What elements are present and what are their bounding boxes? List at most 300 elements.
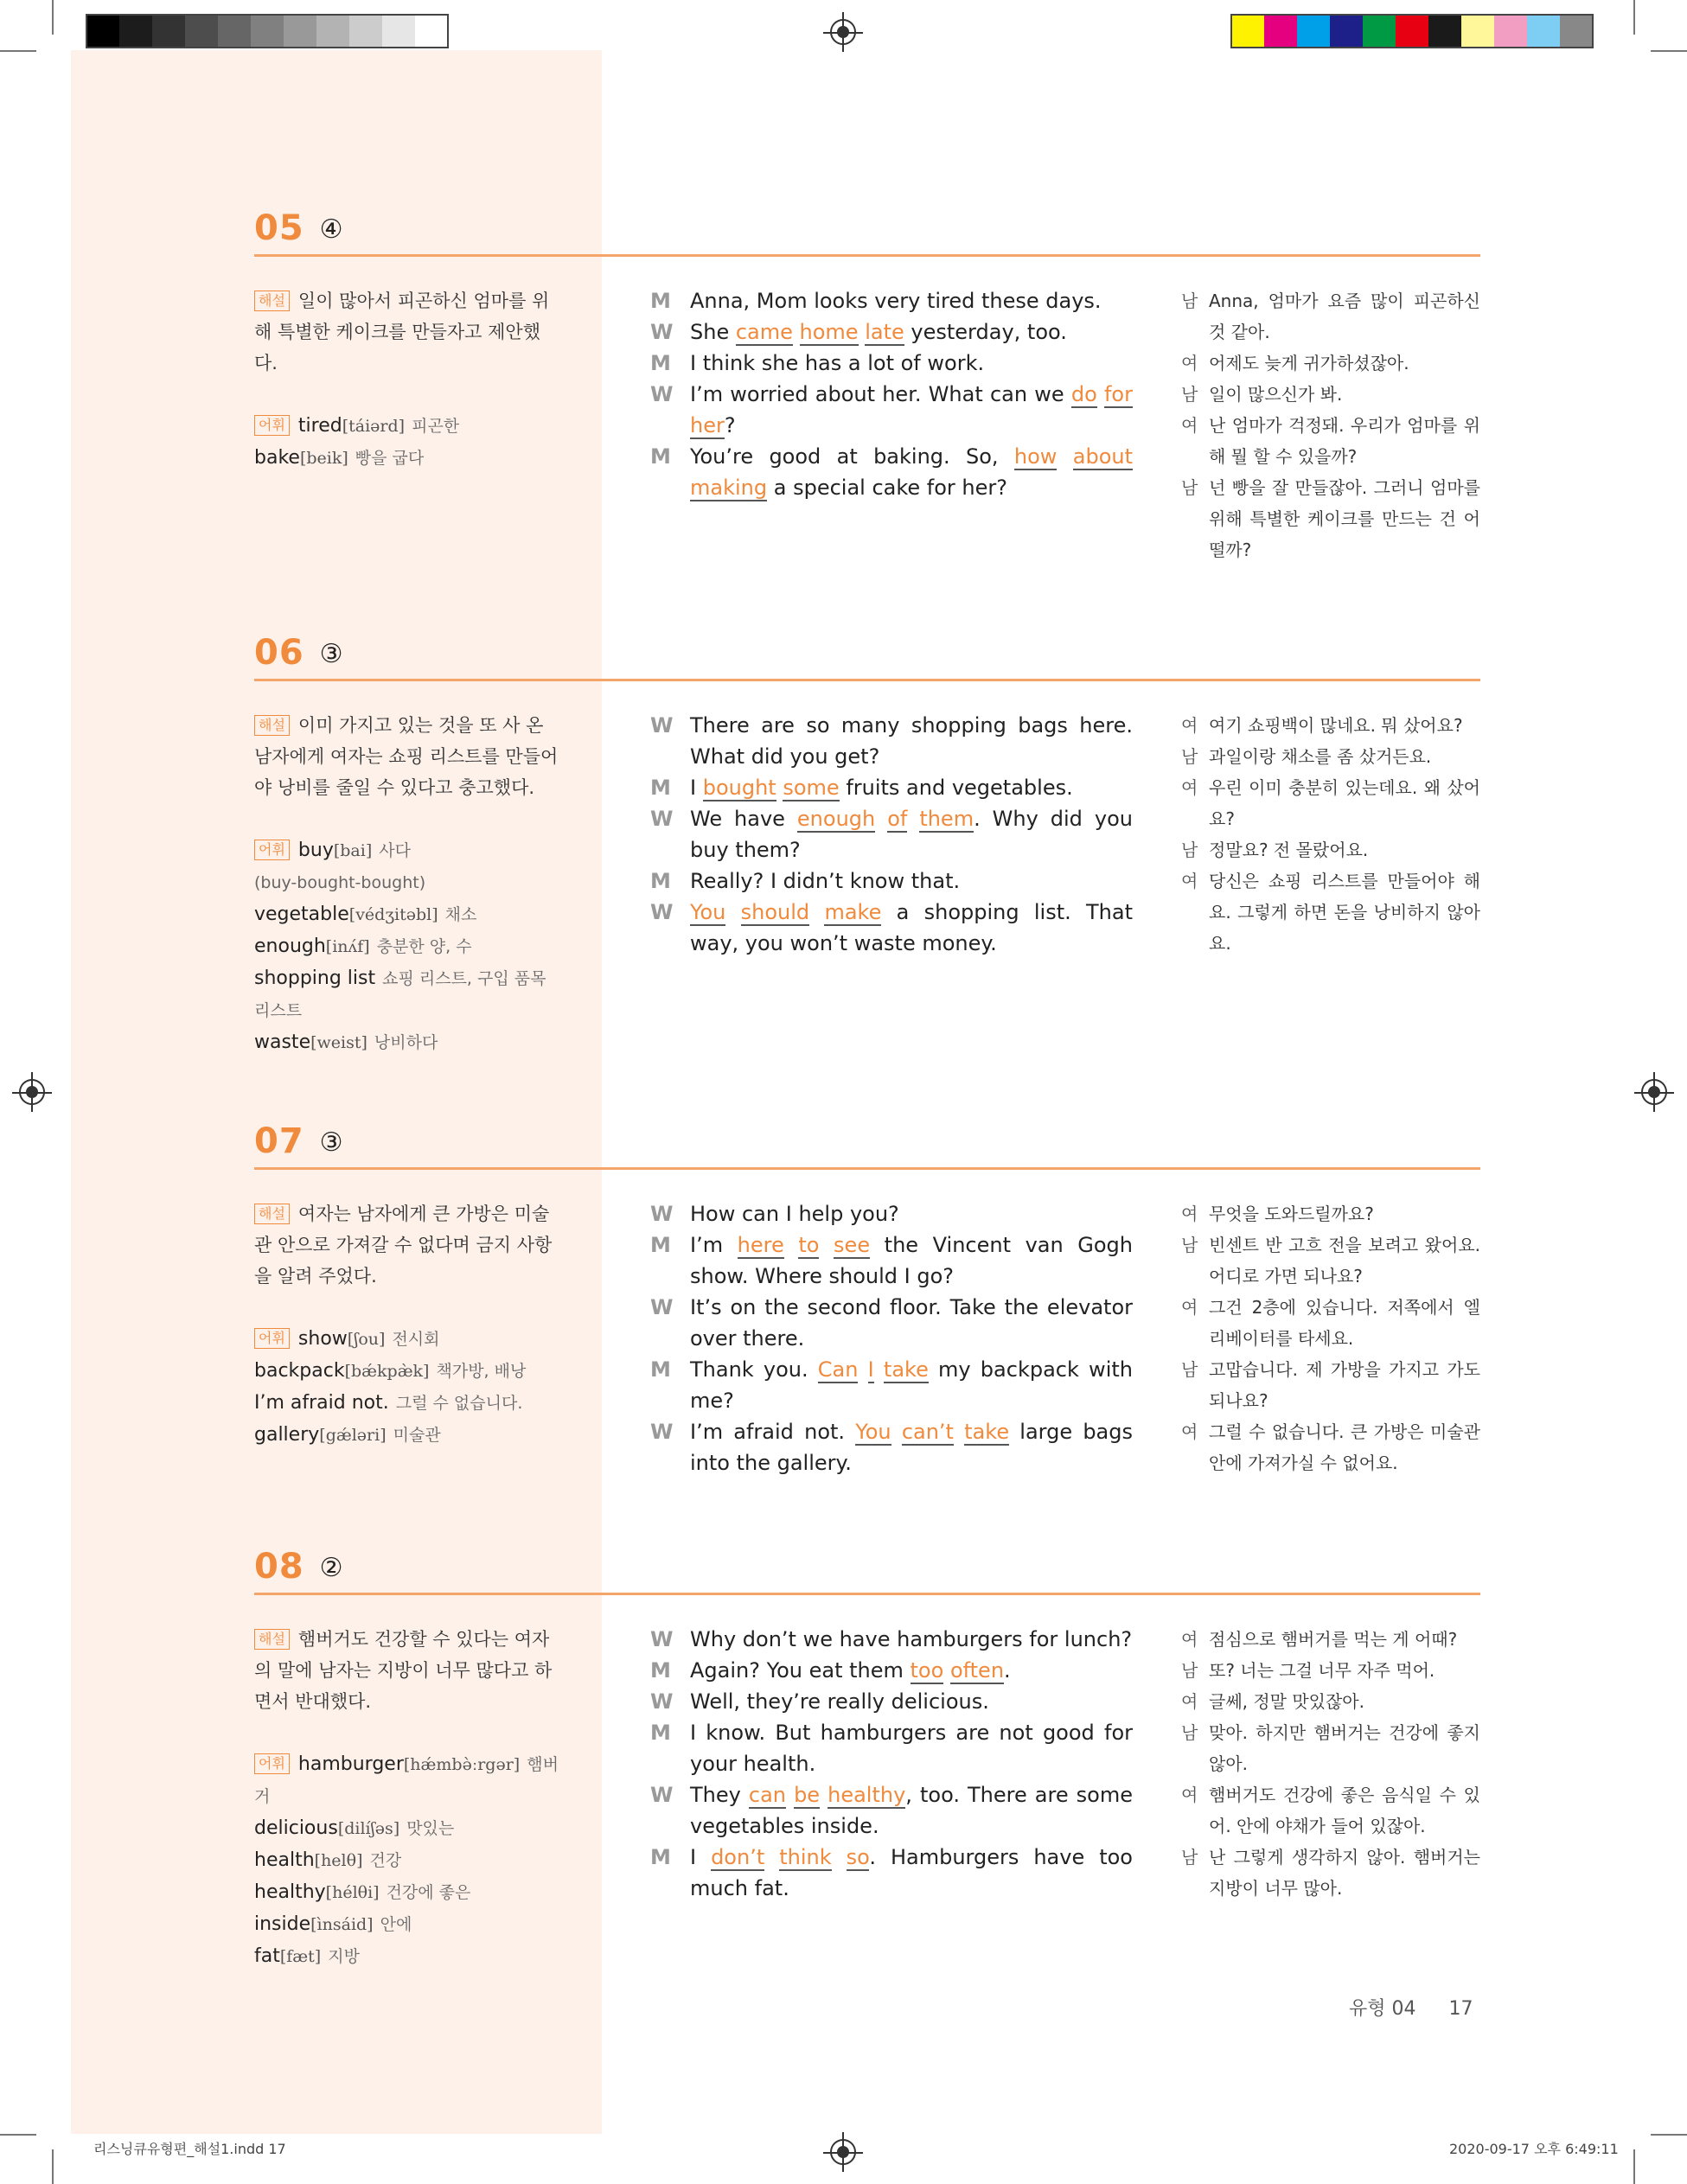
vocab-item [254,1355,559,1387]
dialogue-segment [858,1357,867,1382]
blank-answer-word: You [690,900,726,924]
translation-speaker: 남 [1181,477,1198,498]
dialogue-segment [1057,444,1072,469]
dialogue-text [690,379,1133,441]
translation-text: 난 엄마가 걱정돼. 우리가 엄마를 위해 뭘 할 수 있을까? [1209,415,1480,467]
translation-speaker: 여 [1181,715,1198,736]
explanation-tag: 해설 [254,715,290,736]
translation-speaker: 남 [1181,1847,1198,1868]
vocab-meaning: 맛있는 [406,1819,455,1838]
vocab-item [254,1419,559,1451]
english-dialogue [650,285,1133,503]
vocab-item [254,866,559,898]
blank-answer-word: can [748,1783,787,1807]
blank-answer-word: take [964,1420,1010,1444]
translation-line [1181,1717,1480,1779]
speaker-label: W [650,1783,674,1807]
dialogue-segment: . [1004,1658,1011,1683]
dialogue-text [690,1292,1140,1354]
dialogue-segment: There are so many shopping bags here. What did you get? [690,713,1140,769]
dialogue-text [690,1686,1133,1717]
korean-translation [1181,285,1480,565]
korean-translation [1181,1624,1480,1904]
vocab-item [254,1876,559,1908]
answer-choice: ② [319,1553,343,1583]
question-number: 08 [254,1547,304,1587]
translation-line [1181,710,1480,741]
explanation-tag: 해설 [254,1204,290,1224]
translation-speaker: 남 [1181,291,1198,311]
dialogue-text [690,1198,1133,1229]
blank-answer-word: can’t [901,1420,954,1444]
vocab-phonetic: [táiərd] [342,417,406,436]
translation-text: 난 그렇게 생각하지 않아. 햄버거는 지방이 너무 많아. [1209,1847,1480,1899]
dialogue-line [650,1655,1133,1686]
blank-answer-word: do [1070,382,1097,406]
color-bar-frame [86,14,449,48]
dialogue-text [690,1842,1140,1904]
explanation-text: 여자는 남자에게 큰 가방은 미술관 안으로 가져갈 수 없다며 금지 사항을 알려 주었다. [254,1204,553,1287]
vocab-word: enough [254,936,326,957]
translation-speaker: 여 [1181,1421,1198,1442]
translation-text: 글쎄, 정말 맛있잖아. [1209,1691,1364,1712]
vocab-phonetic: [védʒitəbl] [348,905,438,924]
blank-answer-word: see [834,1233,871,1257]
speaker-label: W [650,900,674,924]
blank-answer-word: think [779,1845,832,1869]
dialogue-segment: Again? You eat them [690,1658,911,1683]
vocab-phonetic: [hǽmbə̀ːrgər] [403,1755,521,1774]
translation-line [1181,410,1480,472]
translation-speaker: 남 [1181,1722,1198,1743]
dialogue-segment [907,807,919,831]
vocabulary-list [254,1323,559,1451]
vocab-item [254,834,559,866]
speaker-label: W [650,807,674,831]
page-footer [1349,1994,1473,2021]
english-dialogue [650,1624,1140,1904]
vocab-word: I’m afraid not. [254,1392,389,1414]
dialogue-segment [793,320,800,344]
explanation-note [254,1198,559,1451]
speaker-label: W [650,320,674,344]
korean-translation [1181,1198,1480,1478]
vocab-word: inside [254,1913,311,1935]
dialogue-line [650,1686,1133,1717]
blank-answer-word: to [798,1233,820,1257]
speaker-label: W [650,382,674,406]
translation-speaker: 여 [1181,1785,1198,1805]
section-divider [254,1167,1480,1170]
dialogue-line [650,1198,1133,1229]
blank-answer-word: making [690,476,768,500]
crop-mark [1651,50,1687,52]
translation-line [1181,741,1480,772]
vocab-word: tired [297,415,342,437]
section-divider [254,254,1480,257]
vocab-meaning: 피곤한 [412,417,460,436]
dialogue-segment [874,1357,884,1382]
dialogue-text [690,1655,1133,1686]
vocab-item [254,1908,559,1940]
speaker-label: M [650,1233,671,1257]
speaker-label: W [650,1295,674,1319]
speaker-label: M [650,869,671,893]
vocab-meaning: 빵을 굽다 [355,449,425,468]
answer-choice: ④ [319,214,343,245]
speaker-label: M [650,351,671,375]
dialogue-segment [954,1420,964,1444]
vocab-phonetic: [gǽləri] [319,1426,387,1445]
translation-speaker: 여 [1181,777,1198,798]
translation-line [1181,285,1480,348]
registration-mark-icon [1653,1072,1655,1112]
translation-speaker: 여 [1181,871,1198,891]
translation-speaker: 여 [1181,353,1198,374]
vocab-meaning: 전시회 [392,1330,440,1349]
translation-speaker: 남 [1181,746,1198,767]
vocab-word: shopping list [254,967,376,989]
vocab-item [254,930,559,962]
vocab-word: gallery [254,1424,320,1446]
dialogue-line [650,348,1133,379]
dialogue-segment: I’m worried about her. What can we [690,382,1071,406]
translation-line [1181,1416,1480,1478]
translation-text: 또? 너는 그걸 너무 자주 먹어. [1209,1660,1435,1681]
translation-line [1181,772,1480,834]
dialogue-segment: a special cake for her? [767,476,1007,500]
dialogue-text [690,285,1133,316]
dialogue-text [690,1416,1140,1478]
translation-speaker: 여 [1181,1297,1198,1318]
vocab-phonetic: [weist] [310,1033,367,1052]
dialogue-segment [764,1845,779,1869]
dialogue-segment: You’re good at baking. So, [690,444,1014,469]
dialogue-line [650,710,1140,772]
korean-translation [1181,710,1480,959]
blank-answer-word: You [855,1420,891,1444]
translation-text: 무엇을 도와드릴까요? [1209,1204,1374,1224]
speaker-label: M [650,776,671,800]
crop-mark [0,2134,36,2136]
speaker-label: M [650,1845,671,1869]
translation-line [1181,834,1480,865]
footer-section-label: 유형 04 [1349,1998,1416,2020]
dialogue-segment: She [690,320,736,344]
dialogue-segment [891,1420,902,1444]
translation-speaker: 남 [1181,840,1198,860]
vocab-phonetic: [ʃou] [347,1330,386,1349]
dialogue-line [650,772,1133,803]
dialogue-line [650,1416,1140,1478]
blank-answer-word: for [1103,382,1133,406]
dialogue-text [690,710,1140,772]
dialogue-line [650,1842,1140,1904]
crop-mark [1633,0,1635,35]
blank-answer-word: make [824,900,882,924]
blank-answer-word: about [1072,444,1133,469]
dialogue-text [690,897,1140,959]
registration-mark-icon [842,12,844,52]
dialogue-line [650,1354,1140,1416]
translation-speaker: 남 [1181,1235,1198,1255]
crop-mark [52,2149,54,2184]
dialogue-segment: I think she has a lot of work. [690,351,985,375]
vocab-item [254,1940,559,1972]
speaker-label: W [650,1689,674,1714]
english-dialogue [650,1198,1140,1478]
vocab-meaning: 지방 [328,1947,360,1966]
vocabulary-list [254,834,559,1058]
blank-answer-word: her [690,413,725,437]
vocab-meaning: (buy-bought-bought) [254,873,426,892]
vocab-phonetic: [bǽkpæ̀k] [344,1362,430,1381]
vocab-meaning: 햄버거 [254,1755,559,1806]
blank-answer-word: I [867,1357,874,1382]
speaker-label: M [650,289,671,313]
dialogue-line [650,1229,1140,1292]
vocab-item [254,442,559,474]
vocab-phonetic: [bai] [333,841,373,860]
translation-line [1181,348,1480,379]
vocab-word: buy [297,840,334,861]
dialogue-text [690,803,1140,865]
dialogue-segment [875,807,887,831]
vocab-meaning: 그럴 수 없습니다. [395,1394,523,1413]
dialogue-segment [809,900,824,924]
speaker-label: W [650,1202,674,1226]
vocab-word: delicious [254,1817,338,1839]
dialogue-segment: Anna, Mom looks very tired these days. [690,289,1102,313]
translation-text: 어제도 늦게 귀가하셨잖아. [1209,353,1409,374]
translation-text: 여기 쇼핑백이 많네요. 뭐 샀어요? [1209,715,1463,736]
dialogue-text [690,1229,1140,1292]
explanation-note [254,710,559,1058]
vocab-tag: 어휘 [254,415,290,436]
blank-answer-word: home [799,320,859,344]
vocab-phonetic: [hélθi] [325,1883,380,1902]
dialogue-segment: large bags into the gallery. [690,1420,1140,1475]
translation-line [1181,379,1480,410]
vocab-word: bake [254,447,300,469]
blank-answer-word: some [783,776,840,800]
vocab-meaning: 채소 [444,905,477,924]
crop-mark [0,50,36,52]
dialogue-line [650,1292,1140,1354]
dialogue-line [650,379,1133,441]
registration-mark-icon [842,2132,844,2172]
vocab-tag: 어휘 [254,1328,290,1349]
dialogue-text [690,865,1133,897]
dialogue-segment: Really? I didn’t know that. [690,869,961,893]
dialogue-line [650,441,1133,503]
dialogue-text [690,1779,1140,1842]
dialogue-line [650,803,1140,865]
vocab-meaning: 미술관 [393,1426,441,1445]
translation-line [1181,1779,1480,1842]
vocab-item [254,1323,559,1355]
explanation-tag: 해설 [254,1629,290,1650]
dialogue-segment [943,1658,950,1683]
blank-answer-word: here [737,1233,784,1257]
dialogue-line [650,1624,1133,1655]
translation-text: 햄버거도 건강에 좋은 음식일 수 있어. 안에 야채가 들어 있잖아. [1209,1785,1480,1836]
translation-line [1181,1229,1480,1292]
translation-speaker: 여 [1181,1691,1198,1712]
vocab-meaning: 충분한 양, 수 [376,937,472,956]
dialogue-segment: . Hamburgers have too much fat. [690,1845,1140,1900]
vocab-meaning: 낭비하다 [374,1033,438,1052]
vocab-item [254,962,559,1026]
translation-text: 그럴 수 없습니다. 큰 가방은 미술관 안에 가져가실 수 없어요. [1209,1421,1480,1473]
vocab-meaning: 건강 [369,1851,402,1870]
dialogue-segment: I [690,776,703,800]
question-number: 05 [254,208,304,248]
speaker-label: W [650,1627,674,1651]
vocab-tag: 어휘 [254,1753,290,1774]
translation-text: 당신은 쇼핑 리스트를 만들어야 해요. 그렇게 하면 돈을 낭비하지 않아요. [1209,871,1480,954]
vocab-phonetic: [beik] [299,449,348,468]
explanation-note [254,285,559,474]
vocab-meaning: 사다 [379,841,411,860]
dialogue-segment: How can I help you? [690,1202,899,1226]
vocab-phonetic: [dilíʃəs] [337,1819,400,1838]
crop-mark [1633,2149,1635,2184]
dialogue-segment: I’m [690,1233,738,1257]
dialogue-segment: I [690,1845,712,1869]
speaker-label: M [650,1357,671,1382]
vocab-word: fat [254,1945,280,1967]
question-header [254,1117,343,1160]
blank-answer-word: Can [817,1357,859,1382]
translation-line [1181,472,1480,565]
vocab-item [254,1387,559,1419]
translation-line [1181,1655,1480,1686]
question-header [254,1542,343,1586]
dialogue-segment: fruits and vegetables. [839,776,1073,800]
dialogue-segment: Thank you. [690,1357,818,1382]
explanation-text: 햄버거도 건강할 수 있다는 여자의 말에 남자는 지방이 너무 많다고 하면서 반대했다. [254,1629,553,1712]
translation-line [1181,1198,1480,1229]
section-divider [254,679,1480,681]
translation-text: 고맙습니다. 제 가방을 가지고 가도 되나요? [1209,1359,1480,1411]
vocab-item [254,898,559,930]
blank-answer-word: be [794,1783,821,1807]
translation-text: 그건 2층에 있습니다. 저쪽에서 엘리베이터를 타세요. [1209,1297,1480,1349]
translation-speaker: 여 [1181,1204,1198,1224]
vocab-meaning: 건강에 좋은 [386,1883,471,1902]
dialogue-text [690,1354,1140,1416]
translation-speaker: 남 [1181,384,1198,405]
speaker-label: M [650,1658,671,1683]
dialogue-segment [820,1783,828,1807]
section-divider [254,1593,1480,1595]
blank-answer-word: came [735,320,793,344]
explanation-tag: 해설 [254,291,290,311]
question-header [254,629,343,672]
translation-text: 정말요? 전 몰랐어요. [1209,840,1369,860]
vocabulary-list [254,1748,559,1972]
blank-answer-word: enough [796,807,876,831]
blank-answer-word: so [846,1845,870,1869]
speaker-label: M [650,1721,671,1745]
translation-line [1181,865,1480,959]
page-number: 17 [1448,1998,1473,2020]
dialogue-segment: They [690,1783,749,1807]
answer-choice: ③ [319,1127,343,1158]
translation-text: Anna, 엄마가 요즘 많이 피곤하신 것 같아. [1209,291,1480,342]
blank-answer-word: bought [702,776,776,800]
translation-text: 넌 빵을 잘 만들잖아. 그러니 엄마를 위해 특별한 케이크를 만드는 건 어떨까? [1209,477,1480,560]
question-number: 06 [254,633,304,673]
translation-text: 점심으로 햄버거를 먹는 게 어때? [1209,1629,1458,1650]
dialogue-segment: I know. But hamburgers are not good for your health. [690,1721,1140,1776]
blank-answer-word: how [1013,444,1058,469]
translation-line [1181,1354,1480,1416]
dialogue-text [690,772,1133,803]
translation-line [1181,1624,1480,1655]
dialogue-text [690,316,1133,348]
blank-answer-word: of [887,807,908,831]
dialogue-text [690,441,1133,503]
dialogue-line [650,1779,1140,1842]
dialogue-line [650,285,1133,316]
dialogue-segment [832,1845,847,1869]
translation-speaker: 남 [1181,1660,1198,1681]
explanation-note [254,1624,559,1972]
translation-text: 일이 많으신가 봐. [1209,384,1343,405]
blank-answer-word: should [740,900,810,924]
vocab-word: healthy [254,1881,326,1903]
dialogue-segment: , too. There are some vegetables inside. [690,1783,1140,1838]
dialogue-segment [786,1783,794,1807]
translation-line [1181,1686,1480,1717]
translation-speaker: 여 [1181,1629,1198,1650]
dialogue-segment: a shopping list. That way, you won’t waste money. [690,900,1140,955]
dialogue-segment [1133,444,1140,469]
question-number: 07 [254,1121,304,1161]
crop-mark [1651,2134,1687,2136]
vocab-meaning: 쇼핑 리스트, 구입 품목 리스트 [254,969,546,1020]
blank-answer-word: often [949,1658,1005,1683]
dialogue-segment: . Why did you buy them? [690,807,1140,862]
dialogue-segment: yesterday, too. [904,320,1067,344]
crop-mark [52,0,54,35]
vocab-tag: 어휘 [254,840,290,860]
registration-mark-icon [31,1072,33,1112]
translation-text: 우린 이미 충분히 있는데요. 왜 샀어요? [1209,777,1480,829]
blank-answer-word: too [910,1658,944,1683]
dialogue-segment [1097,382,1104,406]
dialogue-segment: We have [690,807,797,831]
vocab-word: backpack [254,1360,345,1382]
translation-line [1181,1842,1480,1904]
dialogue-segment: It’s on the second floor. Take the elevator over there. [690,1295,1140,1351]
dialogue-segment: Well, they’re really delicious. [690,1689,989,1714]
dialogue-segment [819,1233,834,1257]
dialogue-text [690,1624,1133,1655]
vocab-item [254,1812,559,1844]
slug-date: 2020-09-17 오후 6:49:11 [1449,2141,1619,2157]
vocab-word: health [254,1849,315,1871]
dialogue-text [690,348,1133,379]
translation-speaker: 여 [1181,415,1198,436]
dialogue-line [650,897,1140,959]
vocab-phonetic: [inʌ́f] [325,937,370,956]
dialogue-segment: my backpack with me? [690,1357,1140,1413]
vocab-item [254,1026,559,1058]
vocab-word: waste [254,1031,311,1053]
